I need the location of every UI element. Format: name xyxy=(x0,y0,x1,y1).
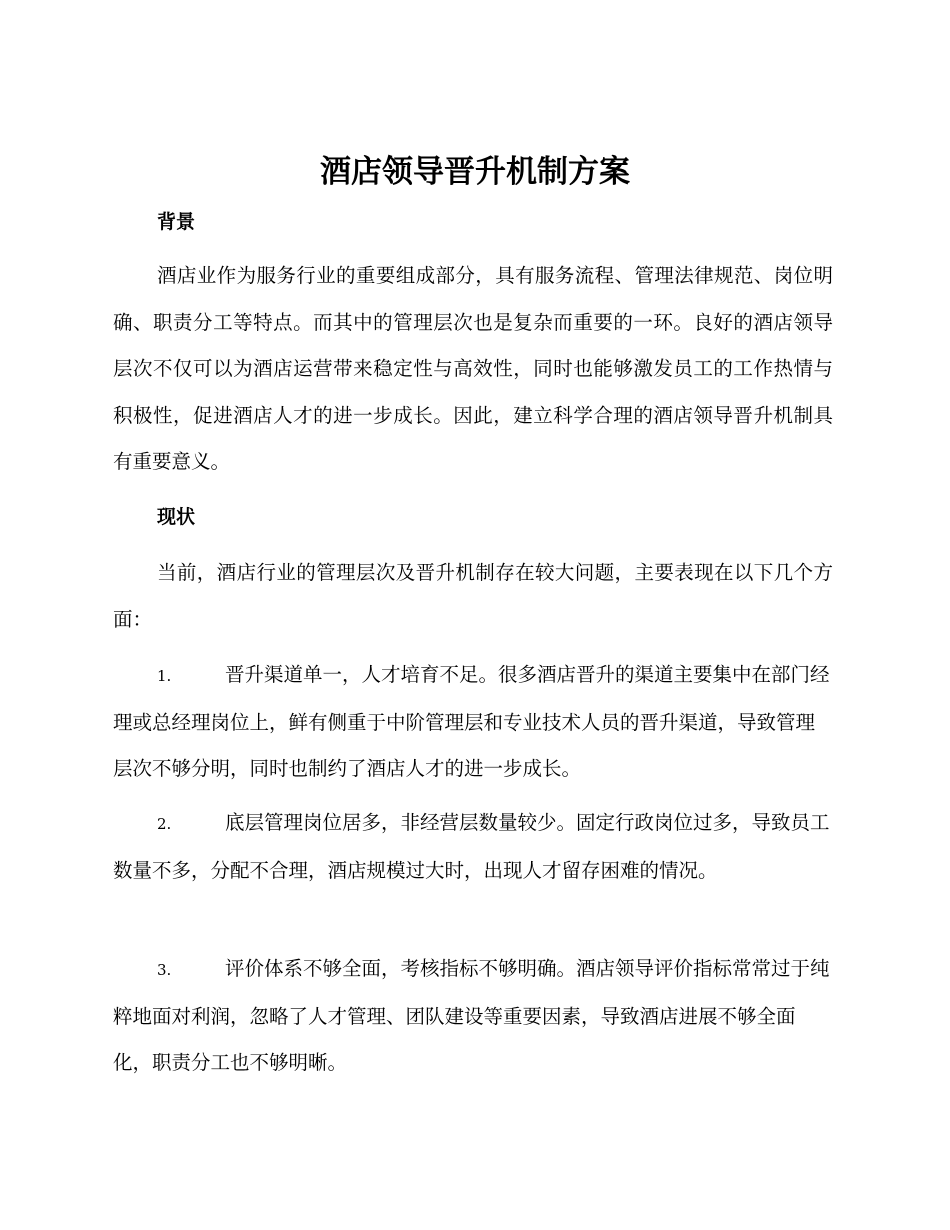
document-title: 酒店领导晋升机制方案 xyxy=(320,154,630,190)
list-number-2: 2. xyxy=(157,815,172,833)
list-text-3: 评价体系不够全面，考核指标不够明确。酒店领导评价指标常常过于纯粹地面对利润，忽略了人才管理、团队建设等重要因素，导致酒店进展不够全面化，职责分工也不够明晰。 xyxy=(113,957,830,1074)
section-heading-status: 现状 xyxy=(157,506,196,528)
list-number-1: 1. xyxy=(157,667,172,685)
list-text-2: 底层管理岗位居多，非经营层数量较少。固定行政岗位过多，导致员工数量不多，分配不合理，酒店规模过大时，出现人才留存困难的情况。 xyxy=(113,811,830,882)
list-item-1 xyxy=(113,652,833,793)
section-paragraph-status: 当前，酒店行业的管理层次及晋升机制存在较大问题，主要表现在以下几个方面： xyxy=(113,561,833,631)
list-number-3: 3. xyxy=(157,961,172,979)
section-heading-background: 背景 xyxy=(157,211,196,233)
list-text-1: 晋升渠道单一，人才培育不足。很多酒店晋升的渠道主要集中在部门经理或总经理岗位上，鲜有侧重于中阶管理层和专业技术人员的晋升渠道，导致管理层次不够分明，同时也制约了酒店人才的进一步成长。 xyxy=(113,663,830,780)
section-paragraph-background: 酒店业作为服务行业的重要组成部分，具有服务流程、管理法律规范、岗位明确、职责分工等特点。而其中的管理层次也是复杂而重要的一环。良好的酒店领导层次不仅可以为酒店运营带来稳定性与高效性，同时也能够激发员工的工作热情与积极性，促进酒店人才的进一步成长。因此，建立科学合理的酒店领导晋升机制具有重要意义。 xyxy=(113,264,833,473)
list-item-3 xyxy=(113,946,833,1087)
list-item-2 xyxy=(113,800,833,894)
